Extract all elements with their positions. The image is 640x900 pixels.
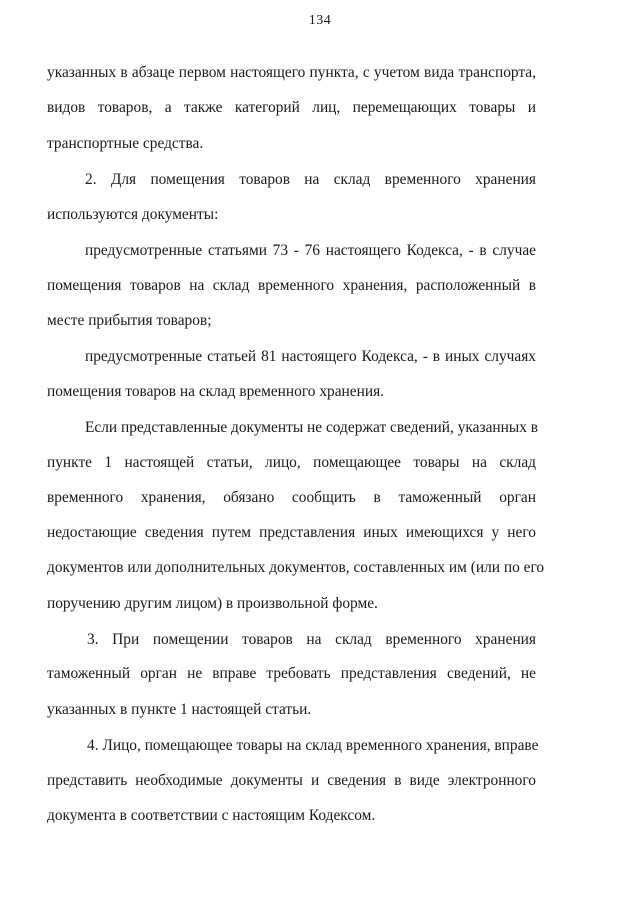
page-number: 134 bbox=[308, 13, 332, 28]
text-line: 4. Лицо, помещающее товары на склад временного хранения, вправе bbox=[87, 737, 539, 754]
text-line: предусмотренные статьей 81 настоящего Кодекса, - в иных случаях bbox=[85, 348, 536, 365]
text-line: месте прибытия товаров; bbox=[47, 312, 212, 329]
text-line: предусмотренные статьями 73 - 76 настоящего Кодекса, - в случае bbox=[85, 242, 536, 259]
text-line: транспортные средства. bbox=[47, 135, 204, 152]
text-line: документа в соответствии с настоящим Кодексом. bbox=[47, 807, 376, 824]
text-line: 3. При помещении товаров на склад временного хранения bbox=[87, 631, 536, 648]
text-line: помещения товаров на склад временного хранения, расположенный в bbox=[47, 277, 536, 294]
text-line: поручению другим лицом) в произвольной форме. bbox=[47, 595, 378, 612]
text-line: указанных в абзаце первом настоящего пункта, с учетом вида транспорта, bbox=[47, 64, 536, 81]
text-line: временного хранения, обязано сообщить в таможенный орган bbox=[47, 489, 536, 506]
text-line: представить необходимые документы и сведения в виде электронного bbox=[47, 772, 536, 789]
text-line: Если представленные документы не содержат сведений, указанных в bbox=[85, 419, 539, 436]
text-line: пункте 1 настоящей статьи, лицо, помещающее товары на склад bbox=[47, 454, 536, 471]
text-line: видов товаров, а также категорий лиц, перемещающих товары и bbox=[47, 99, 536, 116]
text-line: таможенный орган не вправе требовать представления сведений, не bbox=[47, 665, 536, 682]
text-line: недостающие сведения путем представления иных имеющихся у него bbox=[47, 524, 536, 541]
text-line: указанных в пункте 1 настоящей статьи. bbox=[47, 701, 312, 718]
text-line: 2. Для помещения товаров на склад временного хранения bbox=[85, 171, 536, 188]
text-line: документов или дополнительных документов, составленных им (или по его bbox=[47, 559, 545, 576]
text-line: помещения товаров на склад временного хранения. bbox=[47, 383, 385, 400]
text-line: используются документы: bbox=[47, 206, 219, 223]
